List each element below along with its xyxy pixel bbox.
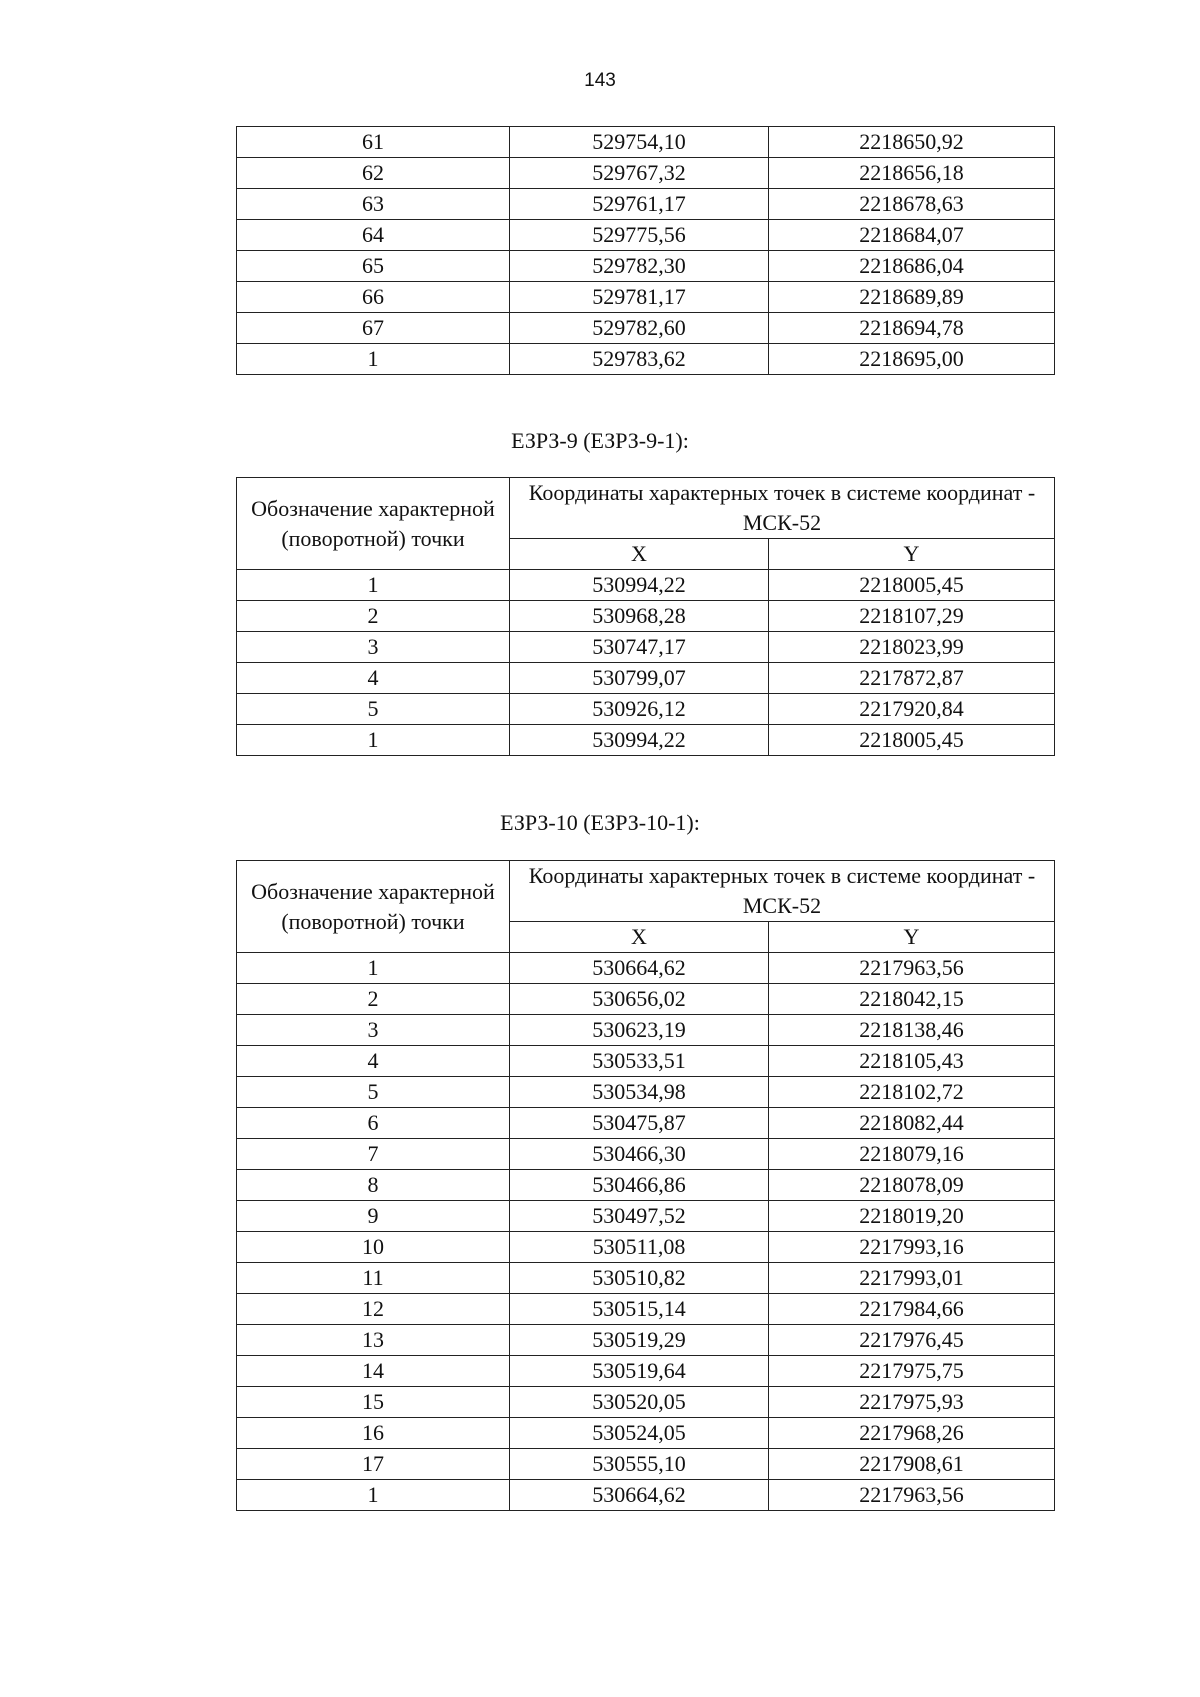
coordinates-table-ezrz-9 bbox=[236, 477, 1055, 756]
table-row bbox=[237, 189, 1055, 220]
x-coordinate-cell: 529767,32 bbox=[510, 158, 769, 189]
x-coordinate-cell: 530524,05 bbox=[510, 1418, 769, 1449]
coordinates-table-continued bbox=[236, 126, 1055, 375]
point-number-cell: 3 bbox=[237, 632, 510, 663]
y-coordinate-cell: 2218107,29 bbox=[769, 601, 1055, 632]
point-number-cell: 16 bbox=[237, 1418, 510, 1449]
x-coordinate-cell: 529782,60 bbox=[510, 313, 769, 344]
y-coordinate-cell: 2218042,15 bbox=[769, 984, 1055, 1015]
x-coordinate-cell: 530519,64 bbox=[510, 1356, 769, 1387]
y-coordinate-cell: 2218078,09 bbox=[769, 1170, 1055, 1201]
y-coordinate-cell: 2218102,72 bbox=[769, 1077, 1055, 1108]
y-coordinate-cell: 2218005,45 bbox=[769, 570, 1055, 601]
point-number-cell: 61 bbox=[237, 127, 510, 158]
y-coordinate-cell: 2217963,56 bbox=[769, 1480, 1055, 1511]
point-number-cell: 3 bbox=[237, 1015, 510, 1046]
header-y: Y bbox=[769, 539, 1055, 570]
x-coordinate-cell: 530664,62 bbox=[510, 953, 769, 984]
y-coordinate-cell: 2217984,66 bbox=[769, 1294, 1055, 1325]
table-row bbox=[237, 632, 1055, 663]
x-coordinate-cell: 530994,22 bbox=[510, 570, 769, 601]
table-row bbox=[237, 1108, 1055, 1139]
x-coordinate-cell: 530497,52 bbox=[510, 1201, 769, 1232]
x-coordinate-cell: 529775,56 bbox=[510, 220, 769, 251]
table-row bbox=[237, 953, 1055, 984]
point-number-cell: 17 bbox=[237, 1449, 510, 1480]
y-coordinate-cell: 2218686,04 bbox=[769, 251, 1055, 282]
point-number-cell: 8 bbox=[237, 1170, 510, 1201]
table-row bbox=[237, 1170, 1055, 1201]
y-coordinate-cell: 2217920,84 bbox=[769, 694, 1055, 725]
x-coordinate-cell: 529783,62 bbox=[510, 344, 769, 375]
point-number-cell: 1 bbox=[237, 570, 510, 601]
header-coordinates: Координаты характерных точек в системе координат - МСК-52 bbox=[510, 478, 1055, 539]
point-number-cell: 14 bbox=[237, 1356, 510, 1387]
x-coordinate-cell: 530534,98 bbox=[510, 1077, 769, 1108]
header-point-designation: Обозначение характерной (поворотной) точки bbox=[237, 478, 510, 570]
x-coordinate-cell: 530968,28 bbox=[510, 601, 769, 632]
point-number-cell: 66 bbox=[237, 282, 510, 313]
x-coordinate-cell: 529761,17 bbox=[510, 189, 769, 220]
table-row bbox=[237, 1418, 1055, 1449]
y-coordinate-cell: 2218689,89 bbox=[769, 282, 1055, 313]
table-row bbox=[237, 984, 1055, 1015]
point-number-cell: 11 bbox=[237, 1263, 510, 1294]
x-coordinate-cell: 529781,17 bbox=[510, 282, 769, 313]
x-coordinate-cell: 530511,08 bbox=[510, 1232, 769, 1263]
table-row bbox=[237, 251, 1055, 282]
y-coordinate-cell: 2217872,87 bbox=[769, 663, 1055, 694]
table-row bbox=[237, 663, 1055, 694]
x-coordinate-cell: 530664,62 bbox=[510, 1480, 769, 1511]
table-row bbox=[237, 1294, 1055, 1325]
point-number-cell: 12 bbox=[237, 1294, 510, 1325]
point-number-cell: 5 bbox=[237, 694, 510, 725]
point-number-cell: 7 bbox=[237, 1139, 510, 1170]
table-row bbox=[237, 725, 1055, 756]
y-coordinate-cell: 2217976,45 bbox=[769, 1325, 1055, 1356]
y-coordinate-cell: 2218082,44 bbox=[769, 1108, 1055, 1139]
page-number: 143 bbox=[584, 70, 616, 91]
y-coordinate-cell: 2218005,45 bbox=[769, 725, 1055, 756]
y-coordinate-cell: 2218678,63 bbox=[769, 189, 1055, 220]
table-row bbox=[237, 1139, 1055, 1170]
y-coordinate-cell: 2218684,07 bbox=[769, 220, 1055, 251]
y-coordinate-cell: 2217963,56 bbox=[769, 953, 1055, 984]
x-coordinate-cell: 530519,29 bbox=[510, 1325, 769, 1356]
point-number-cell: 1 bbox=[237, 953, 510, 984]
y-coordinate-cell: 2218650,92 bbox=[769, 127, 1055, 158]
y-coordinate-cell: 2217975,93 bbox=[769, 1387, 1055, 1418]
table-row bbox=[237, 1263, 1055, 1294]
point-number-cell: 64 bbox=[237, 220, 510, 251]
table-row bbox=[237, 158, 1055, 189]
y-coordinate-cell: 2218656,18 bbox=[769, 158, 1055, 189]
y-coordinate-cell: 2218695,00 bbox=[769, 344, 1055, 375]
table-row bbox=[237, 344, 1055, 375]
x-coordinate-cell: 529782,30 bbox=[510, 251, 769, 282]
x-coordinate-cell: 530994,22 bbox=[510, 725, 769, 756]
table-row bbox=[237, 1077, 1055, 1108]
x-coordinate-cell: 530799,07 bbox=[510, 663, 769, 694]
table-row bbox=[237, 1046, 1055, 1077]
point-number-cell: 9 bbox=[237, 1201, 510, 1232]
y-coordinate-cell: 2218019,20 bbox=[769, 1201, 1055, 1232]
x-coordinate-cell: 530466,86 bbox=[510, 1170, 769, 1201]
y-coordinate-cell: 2217975,75 bbox=[769, 1356, 1055, 1387]
point-number-cell: 67 bbox=[237, 313, 510, 344]
point-number-cell: 65 bbox=[237, 251, 510, 282]
table-row bbox=[237, 1015, 1055, 1046]
point-number-cell: 15 bbox=[237, 1387, 510, 1418]
y-coordinate-cell: 2218694,78 bbox=[769, 313, 1055, 344]
table-row bbox=[237, 1387, 1055, 1418]
table-row bbox=[237, 1449, 1055, 1480]
y-coordinate-cell: 2218105,43 bbox=[769, 1046, 1055, 1077]
point-number-cell: 2 bbox=[237, 984, 510, 1015]
x-coordinate-cell: 530747,17 bbox=[510, 632, 769, 663]
table-row bbox=[237, 601, 1055, 632]
x-coordinate-cell: 530466,30 bbox=[510, 1139, 769, 1170]
y-coordinate-cell: 2217993,01 bbox=[769, 1263, 1055, 1294]
header-point-designation: Обозначение характерной (поворотной) точки bbox=[237, 861, 510, 953]
point-number-cell: 2 bbox=[237, 601, 510, 632]
y-coordinate-cell: 2218138,46 bbox=[769, 1015, 1055, 1046]
x-coordinate-cell: 530623,19 bbox=[510, 1015, 769, 1046]
table-row bbox=[237, 1232, 1055, 1263]
header-x: X bbox=[510, 539, 769, 570]
point-number-cell: 1 bbox=[237, 344, 510, 375]
point-number-cell: 4 bbox=[237, 1046, 510, 1077]
point-number-cell: 6 bbox=[237, 1108, 510, 1139]
y-coordinate-cell: 2218023,99 bbox=[769, 632, 1055, 663]
x-coordinate-cell: 530475,87 bbox=[510, 1108, 769, 1139]
y-coordinate-cell: 2218079,16 bbox=[769, 1139, 1055, 1170]
table-row bbox=[237, 1325, 1055, 1356]
table-row bbox=[237, 313, 1055, 344]
point-number-cell: 5 bbox=[237, 1077, 510, 1108]
table-row bbox=[237, 570, 1055, 601]
header-coordinates: Координаты характерных точек в системе координат - МСК-52 bbox=[510, 861, 1055, 922]
point-number-cell: 62 bbox=[237, 158, 510, 189]
x-coordinate-cell: 530510,82 bbox=[510, 1263, 769, 1294]
x-coordinate-cell: 530533,51 bbox=[510, 1046, 769, 1077]
coordinates-table-ezrz-10 bbox=[236, 860, 1055, 1511]
header-x: X bbox=[510, 922, 769, 953]
table-row bbox=[237, 1201, 1055, 1232]
x-coordinate-cell: 530520,05 bbox=[510, 1387, 769, 1418]
y-coordinate-cell: 2217908,61 bbox=[769, 1449, 1055, 1480]
header-y: Y bbox=[769, 922, 1055, 953]
point-number-cell: 1 bbox=[237, 725, 510, 756]
point-number-cell: 10 bbox=[237, 1232, 510, 1263]
point-number-cell: 13 bbox=[237, 1325, 510, 1356]
y-coordinate-cell: 2217968,26 bbox=[769, 1418, 1055, 1449]
x-coordinate-cell: 530555,10 bbox=[510, 1449, 769, 1480]
x-coordinate-cell: 530515,14 bbox=[510, 1294, 769, 1325]
point-number-cell: 63 bbox=[237, 189, 510, 220]
table-row bbox=[237, 282, 1055, 313]
section-title-ezrz-10: ЕЗРЗ-10 (ЕЗРЗ-10-1): bbox=[500, 810, 700, 835]
table-row bbox=[237, 220, 1055, 251]
table-row bbox=[237, 127, 1055, 158]
section-title-ezrz-9: ЕЗРЗ-9 (ЕЗРЗ-9-1): bbox=[511, 428, 689, 453]
x-coordinate-cell: 530656,02 bbox=[510, 984, 769, 1015]
x-coordinate-cell: 530926,12 bbox=[510, 694, 769, 725]
y-coordinate-cell: 2217993,16 bbox=[769, 1232, 1055, 1263]
point-number-cell: 4 bbox=[237, 663, 510, 694]
table-row bbox=[237, 1480, 1055, 1511]
point-number-cell: 1 bbox=[237, 1480, 510, 1511]
table-row bbox=[237, 694, 1055, 725]
table-row bbox=[237, 1356, 1055, 1387]
x-coordinate-cell: 529754,10 bbox=[510, 127, 769, 158]
